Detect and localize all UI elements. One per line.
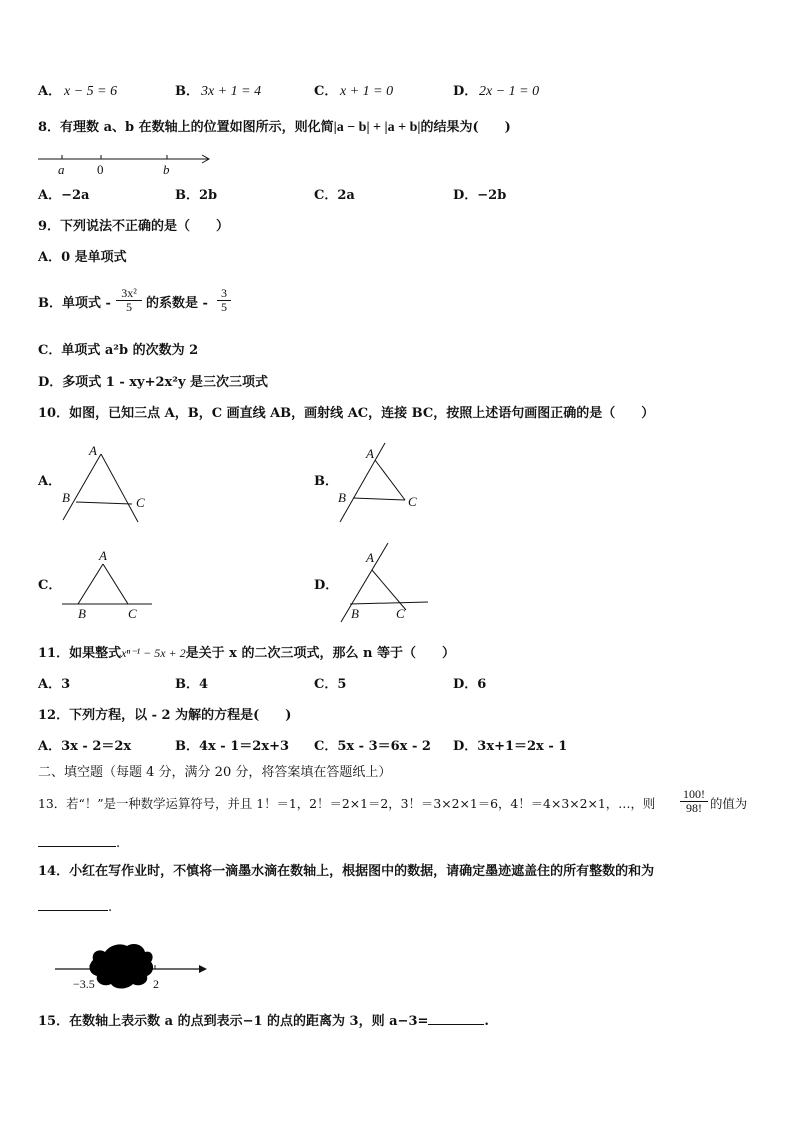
q9-fraction-1 [116, 287, 142, 314]
q8-option-c: C．2a [314, 188, 355, 203]
q12-stem: 12．下列方程，以 - 2 为解的方程是( ) [38, 708, 292, 723]
q8-axis-label-b: b [163, 162, 170, 177]
q10-d-point-B: B [351, 606, 359, 621]
q9-fraction-1-numerator: 3x² [116, 287, 142, 301]
q11-stem [38, 645, 455, 662]
q14-end: . [108, 900, 113, 915]
q13-fraction-numerator: 100! [680, 788, 708, 802]
q11-option-a: A．3 [38, 677, 71, 692]
q10-figure-d [336, 540, 436, 626]
q7-option-b-label: B． [175, 84, 199, 99]
q11-expression: xⁿ⁻¹ − 5x + 2 [121, 646, 186, 660]
q9-stem: 9．下列说法不正确的是（ ） [38, 219, 230, 234]
q15-answer-blank[interactable] [428, 1012, 484, 1025]
q10-c-point-C: C [128, 606, 137, 621]
q10-option-b-label: B． [314, 474, 338, 489]
q10-b-point-C: C [408, 494, 417, 509]
q10-option-c-label: C． [38, 578, 62, 593]
q11-stem-post: 是关于 x 的二次三项式，那么 n 等于（ ） [185, 646, 455, 661]
q13-fraction [680, 788, 708, 815]
q13-stem-post: 的值为 [710, 796, 748, 811]
q13-end: . [116, 836, 121, 851]
q12-option-b: B．4x - 1＝2x+3 [175, 739, 290, 754]
q8-axis-label-a: a [58, 162, 65, 177]
q10-b-point-B: B [338, 490, 346, 505]
q12-option-d: D．3x+1＝2x - 1 [453, 739, 568, 754]
q10-figure-b [335, 438, 445, 524]
q13-stem: 13．若“！”是一种数学运算符号，并且 1！＝1，2！＝2×1＝2，3！＝3×2×1＝6，4！＝4×3×2×1，…，则 [38, 796, 656, 811]
q12-option-c: C．5x - 3＝6x - 2 [314, 739, 431, 754]
q8-option-b: B．2b [175, 188, 218, 203]
q10-figure-c [58, 546, 158, 624]
q9-option-c: C．单项式 a²b 的次数为 2 [38, 343, 199, 358]
q10-a-point-B: B [62, 490, 70, 505]
q10-stem: 10．如图，已知三点 A，B，C 画直线 AB，画射线 AC，连接 BC，按照上述语句画图正确的是（ ） [38, 406, 655, 421]
q14-number-line [55, 938, 215, 994]
q8-number-line [38, 150, 218, 178]
q9-option-b-pre: B．单项式 - [38, 296, 111, 311]
q7-option-b-equation: 3x + 1 = 4 [201, 84, 262, 99]
ink-blot [90, 944, 154, 989]
q9-fraction-2 [217, 287, 231, 314]
q8-stem [38, 120, 511, 136]
q9-option-b-mid: 的系数是 - [146, 296, 208, 311]
q10-a-point-C: C [136, 495, 145, 510]
q7-option-d-label: D． [453, 84, 478, 99]
q8-expression: |a − b| + |a + b| [333, 120, 421, 135]
q15-end: . [484, 1014, 489, 1029]
q13-answer-blank[interactable] [38, 834, 116, 847]
q11-option-c: C．5 [314, 677, 347, 692]
q8-axis-label-zero: 0 [97, 162, 104, 177]
q13-answer-line [38, 834, 120, 852]
section-2-heading: 二、填空题（每题 4 分，满分 20 分，将答案填在答题纸上） [38, 765, 392, 780]
q8-stem-pre: 8．有理数 a、b 在数轴上的位置如图所示，则化简 [38, 120, 334, 135]
q10-option-a-label: A． [38, 474, 62, 489]
q8-option-d: D．−2b [453, 188, 507, 203]
q8-stem-post: 的结果为( ) [420, 120, 511, 135]
q10-figure-a [58, 440, 168, 526]
q10-d-point-A: A [366, 550, 374, 565]
q11-stem-pre: 11．如果整式 [38, 646, 122, 661]
q7-option-a-equation: x − 5 = 6 [64, 84, 118, 99]
q10-c-point-A: A [99, 548, 107, 563]
q9-fraction-2-denominator: 5 [221, 300, 227, 314]
q13-fraction-denominator: 98! [686, 801, 702, 815]
q14-answer-blank[interactable] [38, 898, 108, 911]
q9-fraction-1-denominator: 5 [126, 300, 132, 314]
q12-option-a: A．3x - 2＝2x [38, 739, 132, 754]
q7-option-d-equation: 2x − 1 = 0 [479, 84, 540, 99]
q9-option-a: A．0 是单项式 [38, 250, 127, 265]
q8-option-a: A．−2a [38, 188, 90, 203]
q10-b-point-A: A [366, 446, 374, 461]
q11-option-b: B．4 [175, 677, 209, 692]
q7-option-a-label: A． [38, 84, 62, 99]
q15-stem-text: 15．在数轴上表示数 a 的点到表示−1 的点的距离为 3，则 a−3= [38, 1014, 429, 1029]
q10-d-point-C: C [396, 606, 405, 621]
q10-a-point-A: A [89, 443, 97, 458]
q14-axis-label-left: −3.5 [73, 977, 95, 991]
q9-option-d: D．多项式 1 - xy+2x²y 是三次三项式 [38, 375, 269, 390]
q7-option-c-equation: x + 1 = 0 [340, 84, 394, 99]
q15-stem [38, 1012, 489, 1030]
q14-axis-label-right: 2 [153, 977, 159, 991]
q14-stem: 14．小红在写作业时，不慎将一滴墨水滴在数轴上，根据图中的数据，请确定墨迹遮盖住的所有整数的和为 [38, 864, 655, 879]
q10-c-point-B: B [78, 606, 86, 621]
q10-option-d-label: D． [314, 578, 339, 593]
q9-fraction-2-numerator: 3 [217, 287, 231, 301]
q11-option-d: D．6 [453, 677, 487, 692]
q7-option-c-label: C． [314, 84, 338, 99]
q14-answer-line [38, 898, 112, 916]
